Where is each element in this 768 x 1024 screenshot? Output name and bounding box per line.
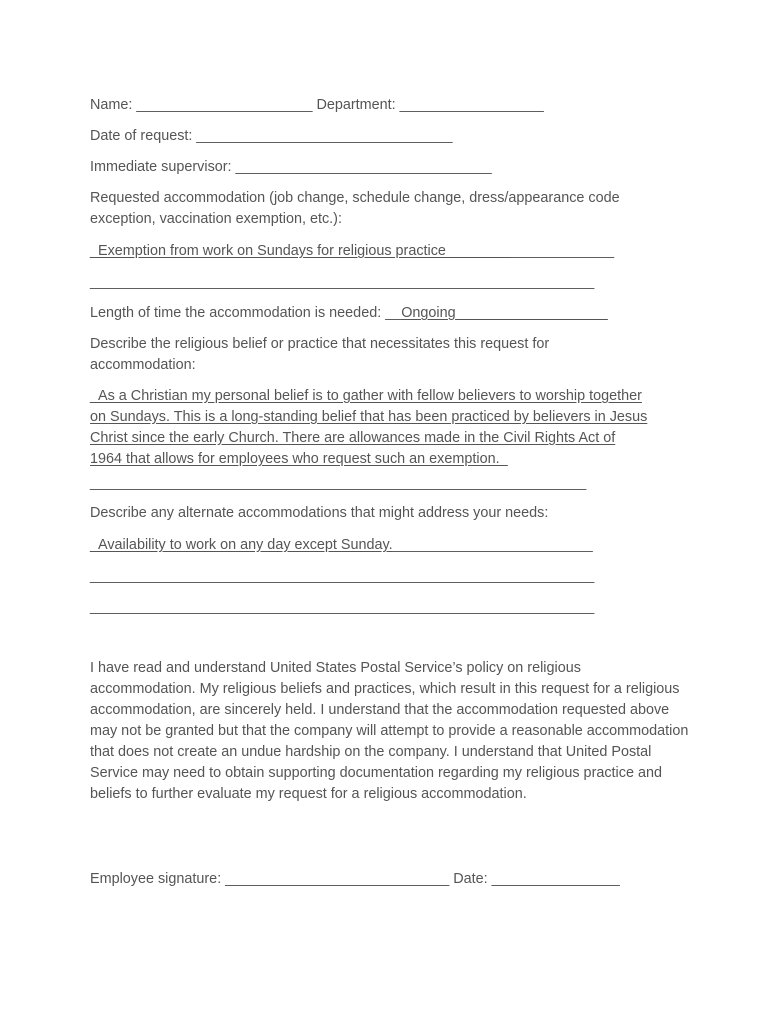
blank-line: ______________________________________________________________ [90,475,587,491]
accommodation-answer-tail: _____________ [509,243,615,259]
alternate-answer [90,535,593,556]
date-of-request-field: Date of request: ________________________________ [90,128,453,144]
name-department-field: Name: ______________________ Department: __________________ [90,97,544,113]
belief-answer-line-1: _As a Christian my personal belief is to gather with fellow believers to worship together [90,388,642,404]
belief-answer-line-2: on Sundays. This is a long-standing belief that has been practiced by believers in Jesus [90,409,648,425]
alternate-answer-tail: _________________________ [392,537,593,553]
belief-prompt-line-2: accommodation: [90,357,196,373]
alternate-prompt: Describe any alternate accommodations that might address your needs: [90,505,549,521]
belief-answer-line-4: 1964 that allows for employees who request such an exemption._ [90,451,508,467]
blank-line: _______________________________________________________________ [90,274,595,290]
blank-line: _______________________________________________________________ [90,568,595,584]
length-of-time-value: Ongoing___________________ [401,305,608,321]
acknowledgement-statement: I have read and understand United States Postal Service’s policy on religious accommodation. My religious beliefs and practices, which result in this request for a religious accommodation, are sincerely held. I understand that the accommodation requested above may not be granted but that the company will attempt to provide a reasonable accommodation that does not create an undue hardship on the company. I understand that United Postal Service may need to obtain supporting documentation regarding my religious practice and beliefs to further evaluate my request for a religious accommodation. [90,660,689,802]
accommodation-prompt-line-2: exception, vaccination exemption, etc.): [90,211,342,227]
employee-signature-date-field: Employee signature: ____________________________ Date: ________________ [90,871,620,887]
belief-answer-line-3: Christ since the early Church. There are allowances made in the Civil Rights Act of [90,430,616,446]
accommodation-answer [90,241,614,262]
length-of-time-field [90,303,608,324]
accommodation-answer-text: _Exemption from work on Sundays for religious practice________ [90,243,510,259]
alternate-answer-text: _Availability to work on any day except Sunday. [90,537,393,553]
blank-line: _______________________________________________________________ [90,599,595,615]
accommodation-prompt-line-1: Requested accommodation (job change, schedule change, dress/appearance code [90,190,620,206]
belief-prompt-line-1: Describe the religious belief or practice that necessitates this request for [90,336,550,352]
immediate-supervisor-field: Immediate supervisor: ________________________________ [90,159,492,175]
length-of-time-label: Length of time the accommodation is needed: __ [90,305,402,321]
